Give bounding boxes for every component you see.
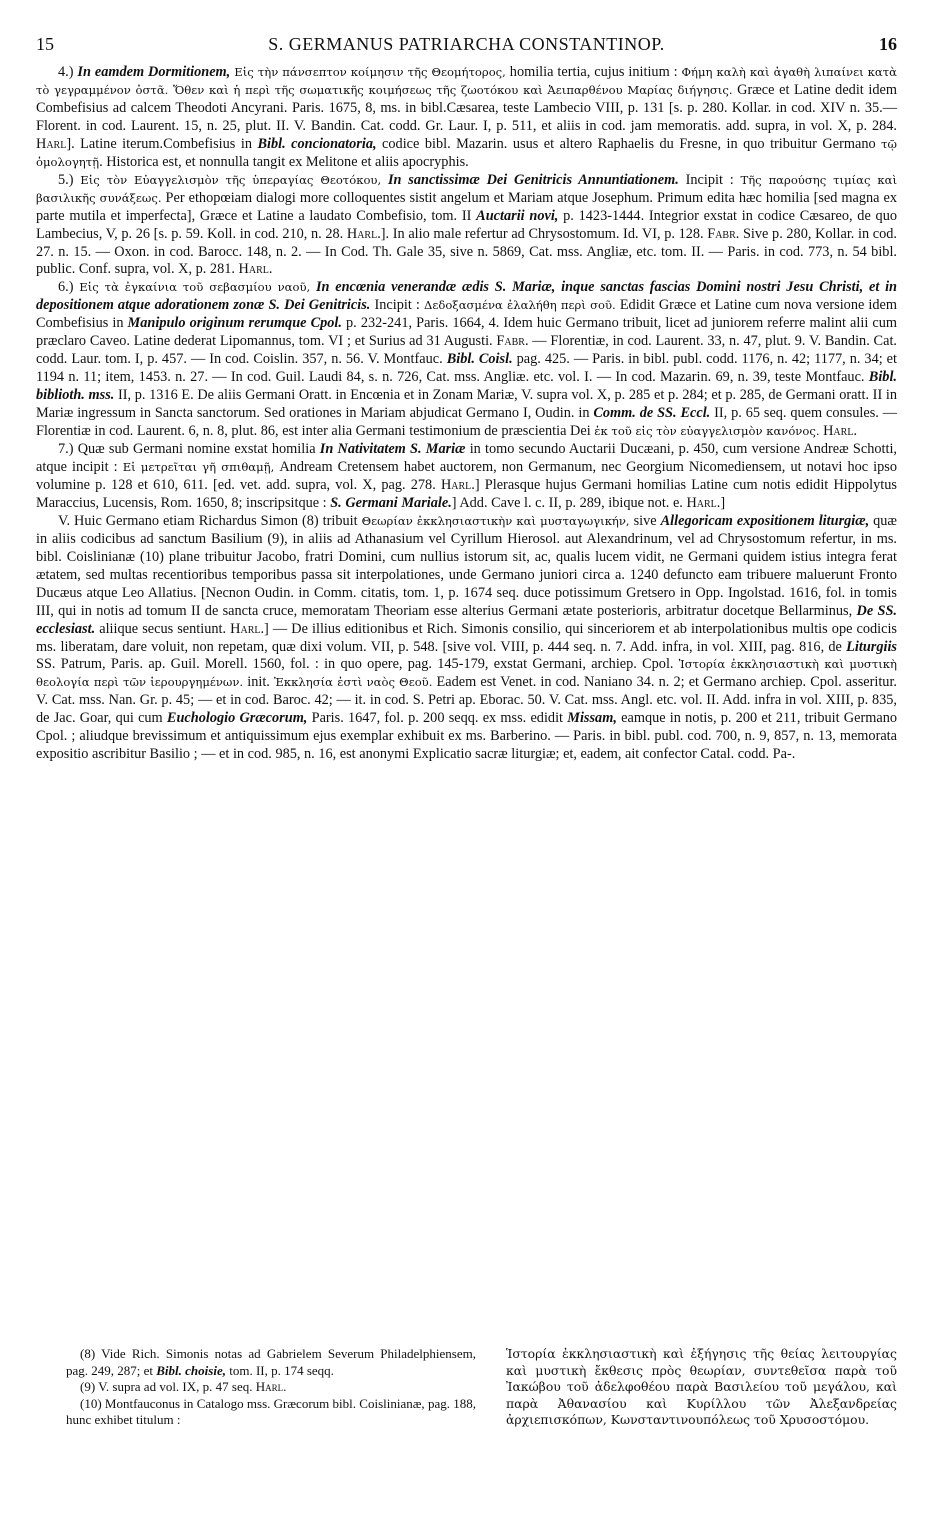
- editor-siglum: Harl: [230, 620, 261, 637]
- text-run: quæ in aliis codicibus ad sanctum Basilium (9), in aliis ad Athanasium vel Cyrillum Hierosol. aut Alexandrinum, vel ad Chrysostomum refertur, in ms. bibl. Coislinianæ (10) plane tribuitur Jacobo, fratri Domini, cum nullius istorum sit, ac, qualis lucem vidit, ne Germani quidem istius integra ferat ætatem, sed multas recentioribus temporibus passa sit interpolationes, unde Germano juniori circa a. 1240 defuncto eam tribuere maluerunt Fronto Ducæus atque Leo Allatius. [Necnon Oudin. in Comm. citatis, tom. 1, p. 1674 seq. duce potissimum Gretsero in Opp. Ingolstad. 1616, fol. in tomis III, qui in notis ad tomum II de sancta cruce, memoratam Theoriam esse alterius Germani ætate posterioris, arbitratur docetque Bellarminus,: [36, 512, 897, 619]
- running-head: [36, 34, 897, 64]
- greek-title: Εἰς τὴν πάνσεπτον κοίμησιν τῆς Θεομήτορος,: [230, 65, 506, 79]
- footnote-8: [66, 1346, 476, 1379]
- greek-incipit: Τῆς παρούσης τιμίας καὶ βασιλικῆς συνάξεως.: [36, 172, 898, 205]
- footnotes-left-column: [66, 1346, 476, 1429]
- editor-siglum: Harl: [238, 261, 269, 278]
- latin-title: In Nativitatem S. Mariæ: [319, 441, 466, 458]
- text-run: Andream Cretensem habet auctorem, non Germanum, nec Georgium Nicomediensem, ut notavi hoc ipso volumine p. 128 et 610, 611. [ed. vet. add. supra, vol. X, pag. 278.: [36, 458, 897, 493]
- footnote-10-greek-title: [506, 1346, 897, 1429]
- book-title: Comm. de SS. Eccl.: [593, 405, 711, 422]
- greek-incipit: Δεδοξασμένα ἐλαλήθη περὶ σοῦ.: [423, 298, 616, 313]
- text-run: aliique secus sentiunt.: [95, 620, 231, 637]
- greek-title: Εἰς τὰ ἐγκαίνια τοῦ σεβασμίου ναοῦ,: [79, 280, 311, 295]
- book-title: Bibl. concionatoria,: [257, 135, 377, 152]
- paragraph-5: [36, 172, 897, 280]
- text-run: Eadem est Venet. in cod. Naniano 34. n. 2; et Germano archiep. Cpol. asseritur. V. Cat. mss. Nan. Gr. p. 45; — et in cod. Baroc. 42; — it. in cod. S. Petri ap. Eborac. 50. V. Cat. mss. Angl. etc. vol. II. Add. infra in vol. XIII, p. 835, de Jac. Goar, qui cum: [36, 674, 898, 727]
- page-number-right: 16: [879, 34, 897, 54]
- paragraph-6: [36, 279, 897, 441]
- text-run: Græce et Latine dedit idem Combefisius ad calcem Theodoti Ancyrani. Paris. 1675, 8, ms. in bibl.Cæsarea, teste Lambecio VIII, p. 131 [s. p. 280. Kollar. in cod. XIV n. 35.— Florent. in cod. Laurent. 15, n. 25, plut. II. V. Bandin. Cat. codd. Gr. Laur. I, p. 511, et aliis in cod. jam memoratis. add. supra, in vol. X, p. 284.: [36, 81, 897, 134]
- greek-phrase: ἐκ τοῦ εἰς τὸν εὐαγγελισμὸν κανόνος.: [594, 424, 820, 439]
- greek-incipit: Ἐκκλησία ἐστὶ ναὸς Θεοῦ.: [274, 675, 433, 690]
- book-title: Auctarii novi,: [476, 207, 559, 224]
- text-run: (10) Montfauconus in Catalogo mss. Græcorum bibl. Coislinianæ, pag. 188, hunc exhibet titulum :: [66, 1395, 476, 1428]
- greek-incipit: Εἰ μετρεῖται γῆ σπιθαμῇ,: [122, 459, 275, 474]
- editor-siglum: Harl: [440, 476, 472, 493]
- editor-siglum: Fabr: [707, 225, 736, 242]
- greek-title: Ἱστορία ἐκκλησιαστικὴ καὶ μυστικὴ θεολογία περὶ τῶν ἱερουργημένων.: [36, 657, 897, 690]
- greek-epithet: τῷ ὁμολογητῇ: [36, 136, 897, 169]
- editor-siglum: Harl: [36, 135, 67, 152]
- editor-siglum: Harl: [255, 1379, 284, 1395]
- book-title: Missam,: [567, 710, 617, 727]
- text-run: 7.) Quæ sub Germani nomine exstat homilia: [58, 441, 320, 458]
- latin-title: In eamdem Dormitionem,: [77, 64, 231, 80]
- text-run: .: [268, 261, 273, 278]
- book-title: Manipulo originum rerumque Cpol.: [127, 315, 342, 332]
- text-run: .] — De illius editionibus et Rich. Simonis consilio, qui sinceriorem et ab interpolationibus multis ope codicis ms. liberatam, dare voluit, non repetam, quæ dixi volum. VII, p. 548. [sive vol. VIII, p. 444 seq. n. 7. Add. infra, in vol. XIII, pag. 816, de: [36, 620, 897, 655]
- editor-siglum: Harl: [686, 494, 717, 511]
- editor-siglum: Harl: [823, 423, 854, 440]
- greek-title: Εἰς τὸν Εὐαγγελισμὸν τῆς ὑπεραγίας Θεοτόκου,: [80, 172, 382, 187]
- text-run: . Sive p. 280, Kollar. in cod. 27. n. 15. — Oxon. in cod. Barocc. 148, n. 2. — In Cod. Th. Gale 35, sive n. 5869, Cat. mss. Angliæ, etc. tom. II. — Paris. in cod. 773, n. 54 bibl. public. Conf. supra, vol. X, p. 281.: [36, 225, 897, 278]
- latin-title: Allegoricam expositionem liturgiæ,: [660, 512, 870, 529]
- editor-siglum: Fabr: [496, 333, 525, 350]
- text-run: ]. Latine iterum.Combefisius in: [66, 135, 258, 152]
- item-number: 4.): [58, 64, 78, 80]
- item-number: 6.): [58, 279, 80, 296]
- text-run: II, p. 65 seq. quem consules. — Florentiæ in cod. Laurent. 6, n. 8, plut. 86, est inter alia Germani testimonium de præscientia Dei: [36, 405, 898, 440]
- book-title: De SS. ecclesiast.: [36, 602, 897, 637]
- paragraph-7: [36, 441, 897, 513]
- book-title: Euchologio Græcorum,: [166, 710, 308, 727]
- footnote-10: [66, 1396, 476, 1429]
- text-run: .: [853, 423, 858, 440]
- text-run: (9) V. supra ad vol. IX, p. 47 seq.: [80, 1379, 256, 1395]
- text-run: pag. 425. — Paris. in bibl. publ. codd. 1176, n. 42; 1177, n. 34; et 1194 n. 11; item, 1453. n. 27. — In cod. Guil. Laudi 84, s. n. 726, Cat. mss. Angliæ. etc. vol. I. — In cod. Mazarin. 69, n. 39, teste Montfauc.: [36, 351, 898, 386]
- paragraph-4: [36, 64, 897, 172]
- text-run: Per ethopœiam dialogi more colloquentes sistit angelum et Mariam atque Josephum. Primum edita hæc homilia [sed magna ex parte mutila et imperfecta], Græce et Latine a laudato Combefisio, tom. II: [36, 189, 897, 224]
- text-run: p. 232-241, Paris. 1664, 4. Idem huic Germano tribuit, licet ad juniorem referre malint alii cum præclaro Caveo. Latine dederat Lipomannus, tom. VI ; et Surius ad 31 Augusti.: [36, 315, 897, 350]
- footnotes-right-column: [506, 1346, 897, 1429]
- latin-title: In sanctissimæ Dei Genitricis Annuntiationem.: [381, 171, 679, 188]
- text-run: p. 1423-1444. Integrior exstat in codice Cæsareo, de quo Lambecius, V, p. 26 [s. p. 59. Koll. in cod. 210, n. 28.: [36, 207, 897, 242]
- text-run: Incipit :: [678, 171, 741, 188]
- footnote-9: [66, 1379, 476, 1396]
- text-run: Paris. 1647, fol. p. 200 seqq. ex mss. edidit: [307, 710, 568, 727]
- paragraph-V: [36, 513, 897, 764]
- text-run: .]: [716, 494, 726, 511]
- text-run: codice bibl. Mazarin. usus et altero Raphaelis du Fresne, in quo tribuitur Germano: [376, 135, 882, 152]
- book-title: Bibl. choisie,: [156, 1362, 226, 1378]
- text-run: . — Florentiæ, in cod. Laurent. 33, n. 47, plut. 9. V. Bandin. Cat. codd. Laur. tom. I, p. 457. — In cod. Coislin. 357, n. 56. V. Montfauc.: [36, 333, 897, 368]
- book-title: S. Germani Mariale.: [330, 494, 452, 511]
- book-title: Bibl. Coisl.: [446, 351, 513, 368]
- text-run: eamque in notis, p. 200 et 211, tribuit Germano Cpol. ; aliudque brevissimum et antiquissimum ejus exemplar exhibuit ex ms. Barberino. — Paris. in bibl. publ. cod. 700, n. 9, 857, n. 13, memorata expositio ascribitur Basilio ; — et in cod. 985, n. 16, est anonymi Explicatio sacræ liturgiæ; et, eadem, ait confector Catal. codd. Pa-.: [36, 710, 897, 763]
- text-run: V. Huic Germano etiam Richardus Simon (8) tribuit: [58, 512, 362, 529]
- page-number-left: 15: [36, 34, 54, 54]
- text-run: init.: [243, 674, 275, 691]
- greek-title: Ἱστορία ἐκκλησιαστικὴ καὶ ἐξήγησις τῆς θείας λειτουργίας καὶ μυστικὴ ἔκθεσις πρὸς θεωρίαν, συντεθεῖσα παρὰ τοῦ Ἰακώβου τοῦ ἀδελφοθέου παρὰ Βασιλείου τοῦ μεγάλου, καὶ παρὰ Ἀθανασίου καὶ Κυρίλλου τῶν Ἀλεξανδρείας ἀρχιεπισκόπων, Κωνσταντινουπόλεως τοῦ Χρυσοστόμου.: [506, 1346, 897, 1428]
- text-run: SS. Patrum, Paris. ap. Guil. Morell. 1560, fol. : in quo opere, pag. 145-179, exstat Germani, archiep. Cpol.: [36, 656, 679, 673]
- item-number: 5.): [58, 171, 81, 188]
- text-run: . Historica est, et nonnulla tangit ex Melitone et aliis apocryphis.: [99, 153, 469, 170]
- book-title: Liturgiis: [846, 638, 897, 655]
- running-title: S. GERMANUS PATRIARCHA CONSTANTINOP.: [268, 34, 665, 54]
- text-run: (8) Vide Rich. Simonis notas ad Gabrielem Severum Philadelphiensem, pag. 249, 287; et: [66, 1346, 476, 1378]
- text-run: Edidit Græce et Latine cum nova versione idem Combefisius in: [36, 297, 898, 332]
- text-run: Incipit :: [370, 297, 424, 314]
- text-run: .]. In alio male refertur ad Chrysostomum. Id. VI, p. 128.: [377, 225, 708, 242]
- text-run: ] Add. Cave l. c. II, p. 289, ibique not. e.: [451, 494, 687, 511]
- text-run: homilia tertia, cujus initium :: [505, 64, 682, 80]
- text-run: in tomo secundo Auctarii Ducæani, p. 450, cum versione Andreæ Schotti, atque incipit :: [36, 441, 897, 475]
- greek-incipit: Φήμη καλὴ καὶ ἀγαθὴ λιπαίνει κατὰ τὸ γεγραμμένον ὀστᾶ. Ὅθεν καὶ ἡ περὶ τῆς σωματικῆς κοιμήσεως τῆς ζωοτόκου καὶ Ἀειπαρθένου Μαρίας διήγησις.: [36, 65, 897, 97]
- editor-siglum: Harl: [346, 225, 378, 242]
- text-run: .] Plerasque hujus Germani homilias Latine cum notis edidit Hippolytus Maraccius, Lucensis, Rom. 1650, 8; inscripsitque :: [36, 476, 897, 511]
- text-run: sive: [629, 512, 661, 529]
- text-run: II, p. 1316 E. De aliis Germani Oratt. in Encœnia et in Zonam Mariæ, V. supra vol. X, p. 285 et p. 284; et p. 285, de Germani oratt. II in Mariæ ingressum in Sancta sanctorum. Sed orationes in Mariam abjudicat Germano I, Oudin. in: [36, 387, 897, 422]
- greek-title: Θεωρίαν ἐκκλησιαστικὴν καὶ μυσταγωγικήν,: [361, 513, 630, 528]
- main-text: [36, 64, 897, 764]
- latin-title: In encœnia venerandæ ædis S. Mariæ, inque sanctas fascias Domini nostri Jesu Christi, et in depositionem atque adorationem zonæ S. Dei Genitricis.: [36, 279, 897, 314]
- text-run: tom. II, p. 174 seqq.: [225, 1362, 334, 1378]
- book-title: Bibl. biblioth. mss.: [36, 369, 897, 404]
- text-run: .: [283, 1379, 287, 1395]
